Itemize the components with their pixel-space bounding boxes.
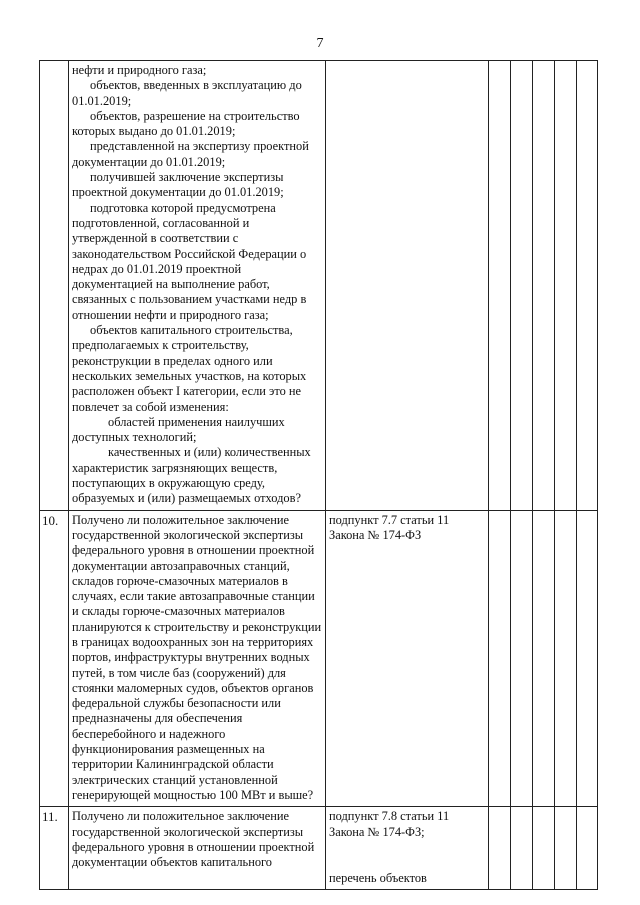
answer-na-cell[interactable]	[533, 510, 555, 807]
question-cell	[69, 61, 326, 511]
reference-cell	[326, 807, 489, 890]
spacer	[329, 840, 485, 871]
answer-yes-cell[interactable]	[489, 510, 511, 807]
question-text: Получено ли положительное заключение государственной экологической экспертизы федерального уровня в отношении проектной документации автозаправочных станций, складов горюче-смазочных материалов в случаях, если такие автозаправочные станции и склады горюче-смазочных материалов планируются к строительству и реконструкции в границах водоохранных зон на территориях портов, инфраструктуры внутренних водных путей, в том числе баз (сооружений) для стоянки маломерных судов, объектов органов федеральной службы безопасности или предназначены для обеспечения бесперебойного и надежного функционирования размещенных на территории Калининградской области электрических станций установленной генерирующей мощностью 100 МВт и выше?	[72, 512, 322, 802]
question-text: Получено ли положительное заключение государственной экологической экспертизы федерального уровня в отношении проектной документации объектов капитального	[72, 809, 315, 870]
question-text: областей применения наилучших доступных технологий;	[72, 414, 285, 445]
comment-cell[interactable]	[577, 510, 598, 807]
question-text: качественных и (или) количественных характеристик загрязняющих веществ, поступающих в окружающую среду, образуемых и (или) размещаемых отходов?	[72, 445, 311, 506]
checklist-table	[39, 60, 598, 890]
question-cell	[69, 807, 326, 890]
answer-cell-4[interactable]	[555, 61, 577, 511]
question-text: подготовка которой предусмотрена подготовленной, согласованной и утвержденной в соответствии с законодательством Российской Федерации о недрах до 01.01.2019 проектной документацией на выполнение работ, связанных с пользованием участками недр в отношении нефти и природного газа;	[72, 200, 307, 322]
table-row	[40, 807, 598, 890]
question-text: объектов, разрешение на строительство которых выдано до 01.01.2019;	[72, 108, 300, 139]
answer-cell-4[interactable]	[555, 807, 577, 890]
table-row	[40, 510, 598, 807]
reference-cell	[326, 61, 489, 511]
comment-cell[interactable]	[577, 807, 598, 890]
reference-text: подпункт 7.8 статьи 11 Закона № 174-ФЗ;	[329, 809, 450, 839]
row-number: 11.	[40, 807, 69, 890]
answer-yes-cell[interactable]	[489, 807, 511, 890]
page-number: 7	[316, 36, 324, 51]
table-row	[40, 61, 598, 511]
answer-na-cell[interactable]	[533, 807, 555, 890]
question-text: объектов капитального строительства, предполагаемых к строительству, реконструкции в пределах одного или нескольких земельных участков, на которых расположен объект I категории, если это не повлечет за собой изменения:	[72, 323, 307, 414]
question-cell	[69, 510, 326, 807]
reference-text: подпункт 7.7 статьи 11 Закона № 174-ФЗ	[329, 512, 450, 542]
answer-cell-4[interactable]	[555, 510, 577, 807]
reference-cell	[326, 510, 489, 807]
row-number	[40, 61, 69, 511]
reference-text: перечень объектов	[329, 870, 427, 885]
answer-no-cell[interactable]	[511, 61, 533, 511]
row-number: 10.	[40, 510, 69, 807]
question-text: нефти и природного газа;	[72, 63, 207, 77]
comment-cell[interactable]	[577, 61, 598, 511]
answer-na-cell[interactable]	[533, 61, 555, 511]
question-text: представленной на экспертизу проектной документации до 01.01.2019;	[72, 139, 309, 169]
answer-yes-cell[interactable]	[489, 61, 511, 511]
answer-no-cell[interactable]	[511, 807, 533, 890]
question-text: объектов, введенных в эксплуатацию до 01.01.2019;	[72, 78, 302, 108]
answer-no-cell[interactable]	[511, 510, 533, 807]
question-text: получившей заключение экспертизы проектной документации до 01.01.2019;	[72, 170, 284, 200]
